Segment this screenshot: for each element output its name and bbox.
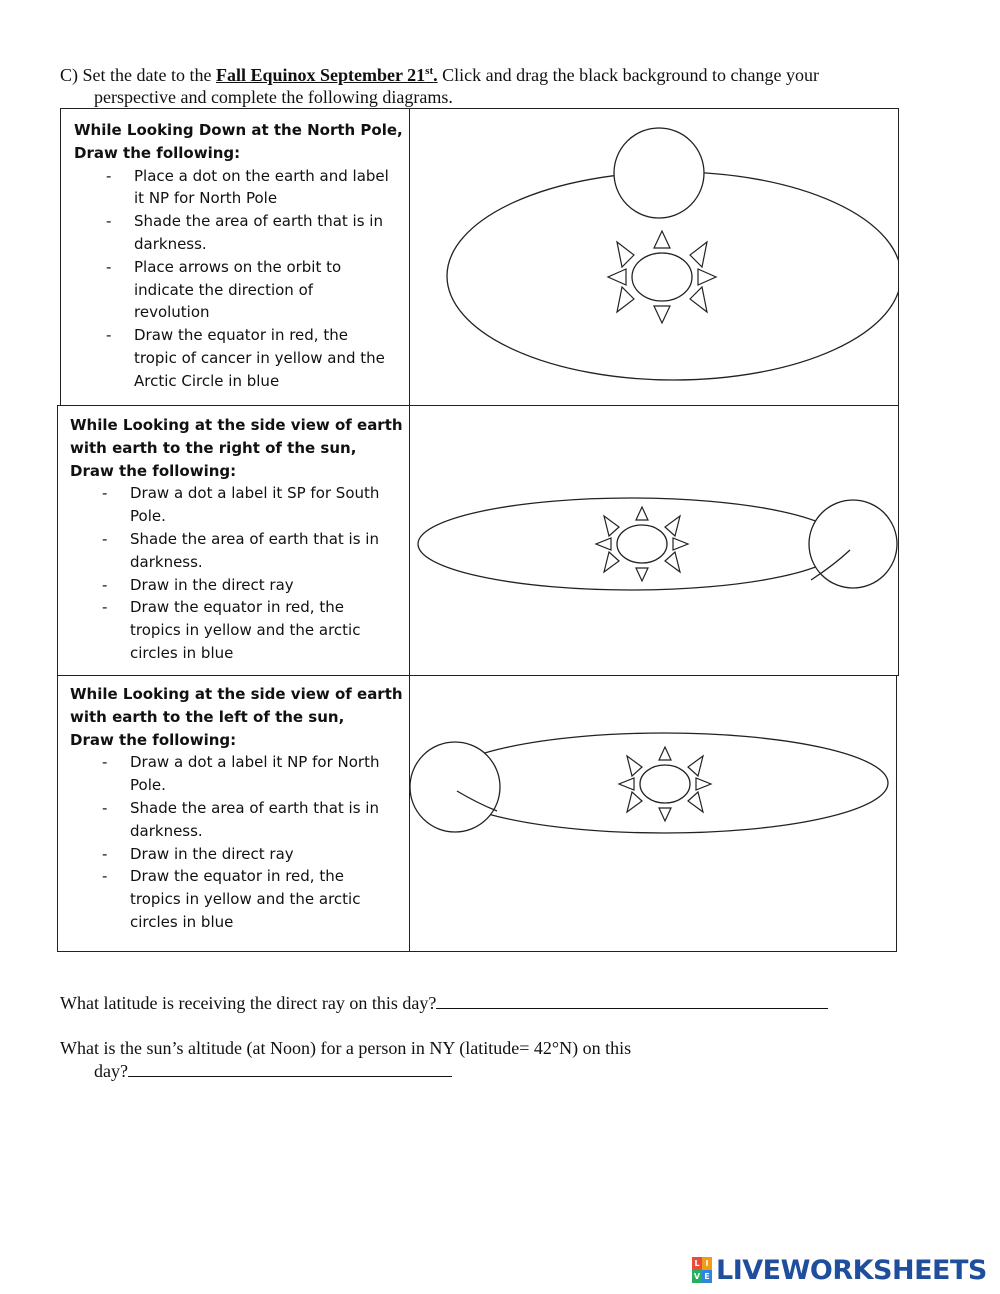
list-item: - Draw the equator in red, the tropic of cancer in yellow and the Arctic Circle in blue bbox=[106, 326, 385, 390]
list-item: - Draw in the direct ray bbox=[102, 575, 294, 594]
earth-circle bbox=[614, 128, 704, 218]
sun-icon bbox=[619, 747, 711, 821]
list-item: - Place arrows on the orbit to indicate the direction of revolution bbox=[106, 257, 342, 322]
panel-1-instructions bbox=[74, 119, 404, 393]
panel-2-instructions bbox=[70, 414, 405, 665]
panel-2-heading-3: Draw the following: bbox=[70, 461, 237, 480]
question-sun-altitude bbox=[60, 1037, 860, 1082]
top-view-orbit-diagram[interactable] bbox=[409, 108, 899, 406]
list-item: - Shade the area of earth that is in darkness. bbox=[102, 529, 379, 571]
answer-blank-2[interactable] bbox=[128, 1059, 452, 1077]
sun-icon bbox=[596, 507, 688, 581]
sun-icon bbox=[608, 231, 716, 323]
earth-circle bbox=[809, 500, 897, 588]
panel-3-heading-3: Draw the following: bbox=[70, 730, 237, 749]
intro-line-1: C) Set the date to the Fall Equinox September 21st. Click and drag the black background to change your bbox=[60, 65, 819, 85]
question-2-line-2: day? bbox=[60, 1059, 860, 1082]
panel-1-heading-2: Draw the following: bbox=[74, 143, 241, 162]
panel-2-heading-2: with earth to the right of the sun, bbox=[70, 438, 357, 457]
intro-emphasis: Fall Equinox September 21st. bbox=[215, 65, 438, 85]
logo-badge-icon: L I V E bbox=[692, 1257, 712, 1283]
liveworksheets-logo bbox=[692, 1253, 987, 1287]
question-direct-ray: What latitude is receiving the direct ray on this day? bbox=[60, 991, 828, 1014]
list-item: - Draw the equator in red, the tropics in yellow and the arctic circles in blue bbox=[102, 867, 361, 931]
side-view-left-diagram[interactable] bbox=[409, 675, 897, 952]
list-item: - Draw a dot a label it NP for North Pole. bbox=[102, 753, 380, 795]
answer-blank-1[interactable] bbox=[436, 991, 828, 1009]
list-item: - Place a dot on the earth and label it NP for North Pole bbox=[106, 166, 389, 208]
list-item: - Draw the equator in red, the tropics in yellow and the arctic circles in blue bbox=[102, 598, 361, 662]
panel-1-heading-1: While Looking Down at the North Pole, bbox=[74, 121, 403, 139]
panel-3-heading-1: While Looking at the side view of earth bbox=[70, 685, 403, 703]
list-item: - Shade the area of earth that is in darkness. bbox=[102, 798, 379, 840]
list-item: - Draw a dot a label it SP for South Pole. bbox=[102, 484, 380, 526]
question-2-line-1: What is the sun’s altitude (at Noon) for a person in NY (latitude= 42°N) on this bbox=[60, 1038, 632, 1058]
earth-circle bbox=[410, 742, 500, 832]
side-view-right-diagram[interactable] bbox=[409, 405, 899, 676]
intro-instructions bbox=[60, 60, 940, 108]
list-item: - Draw in the direct ray bbox=[102, 844, 294, 863]
panel-3-heading-2: with earth to the left of the sun, bbox=[70, 707, 345, 726]
intro-line-2: perspective and complete the following diagrams. bbox=[94, 87, 453, 107]
list-item: - Shade the area of earth that is in darkness. bbox=[106, 212, 383, 253]
logo-text: LIVEWORKSHEETS bbox=[716, 1254, 987, 1286]
panel-2-heading-1: While Looking at the side view of earth bbox=[70, 416, 403, 434]
panel-3-instructions bbox=[70, 683, 405, 934]
